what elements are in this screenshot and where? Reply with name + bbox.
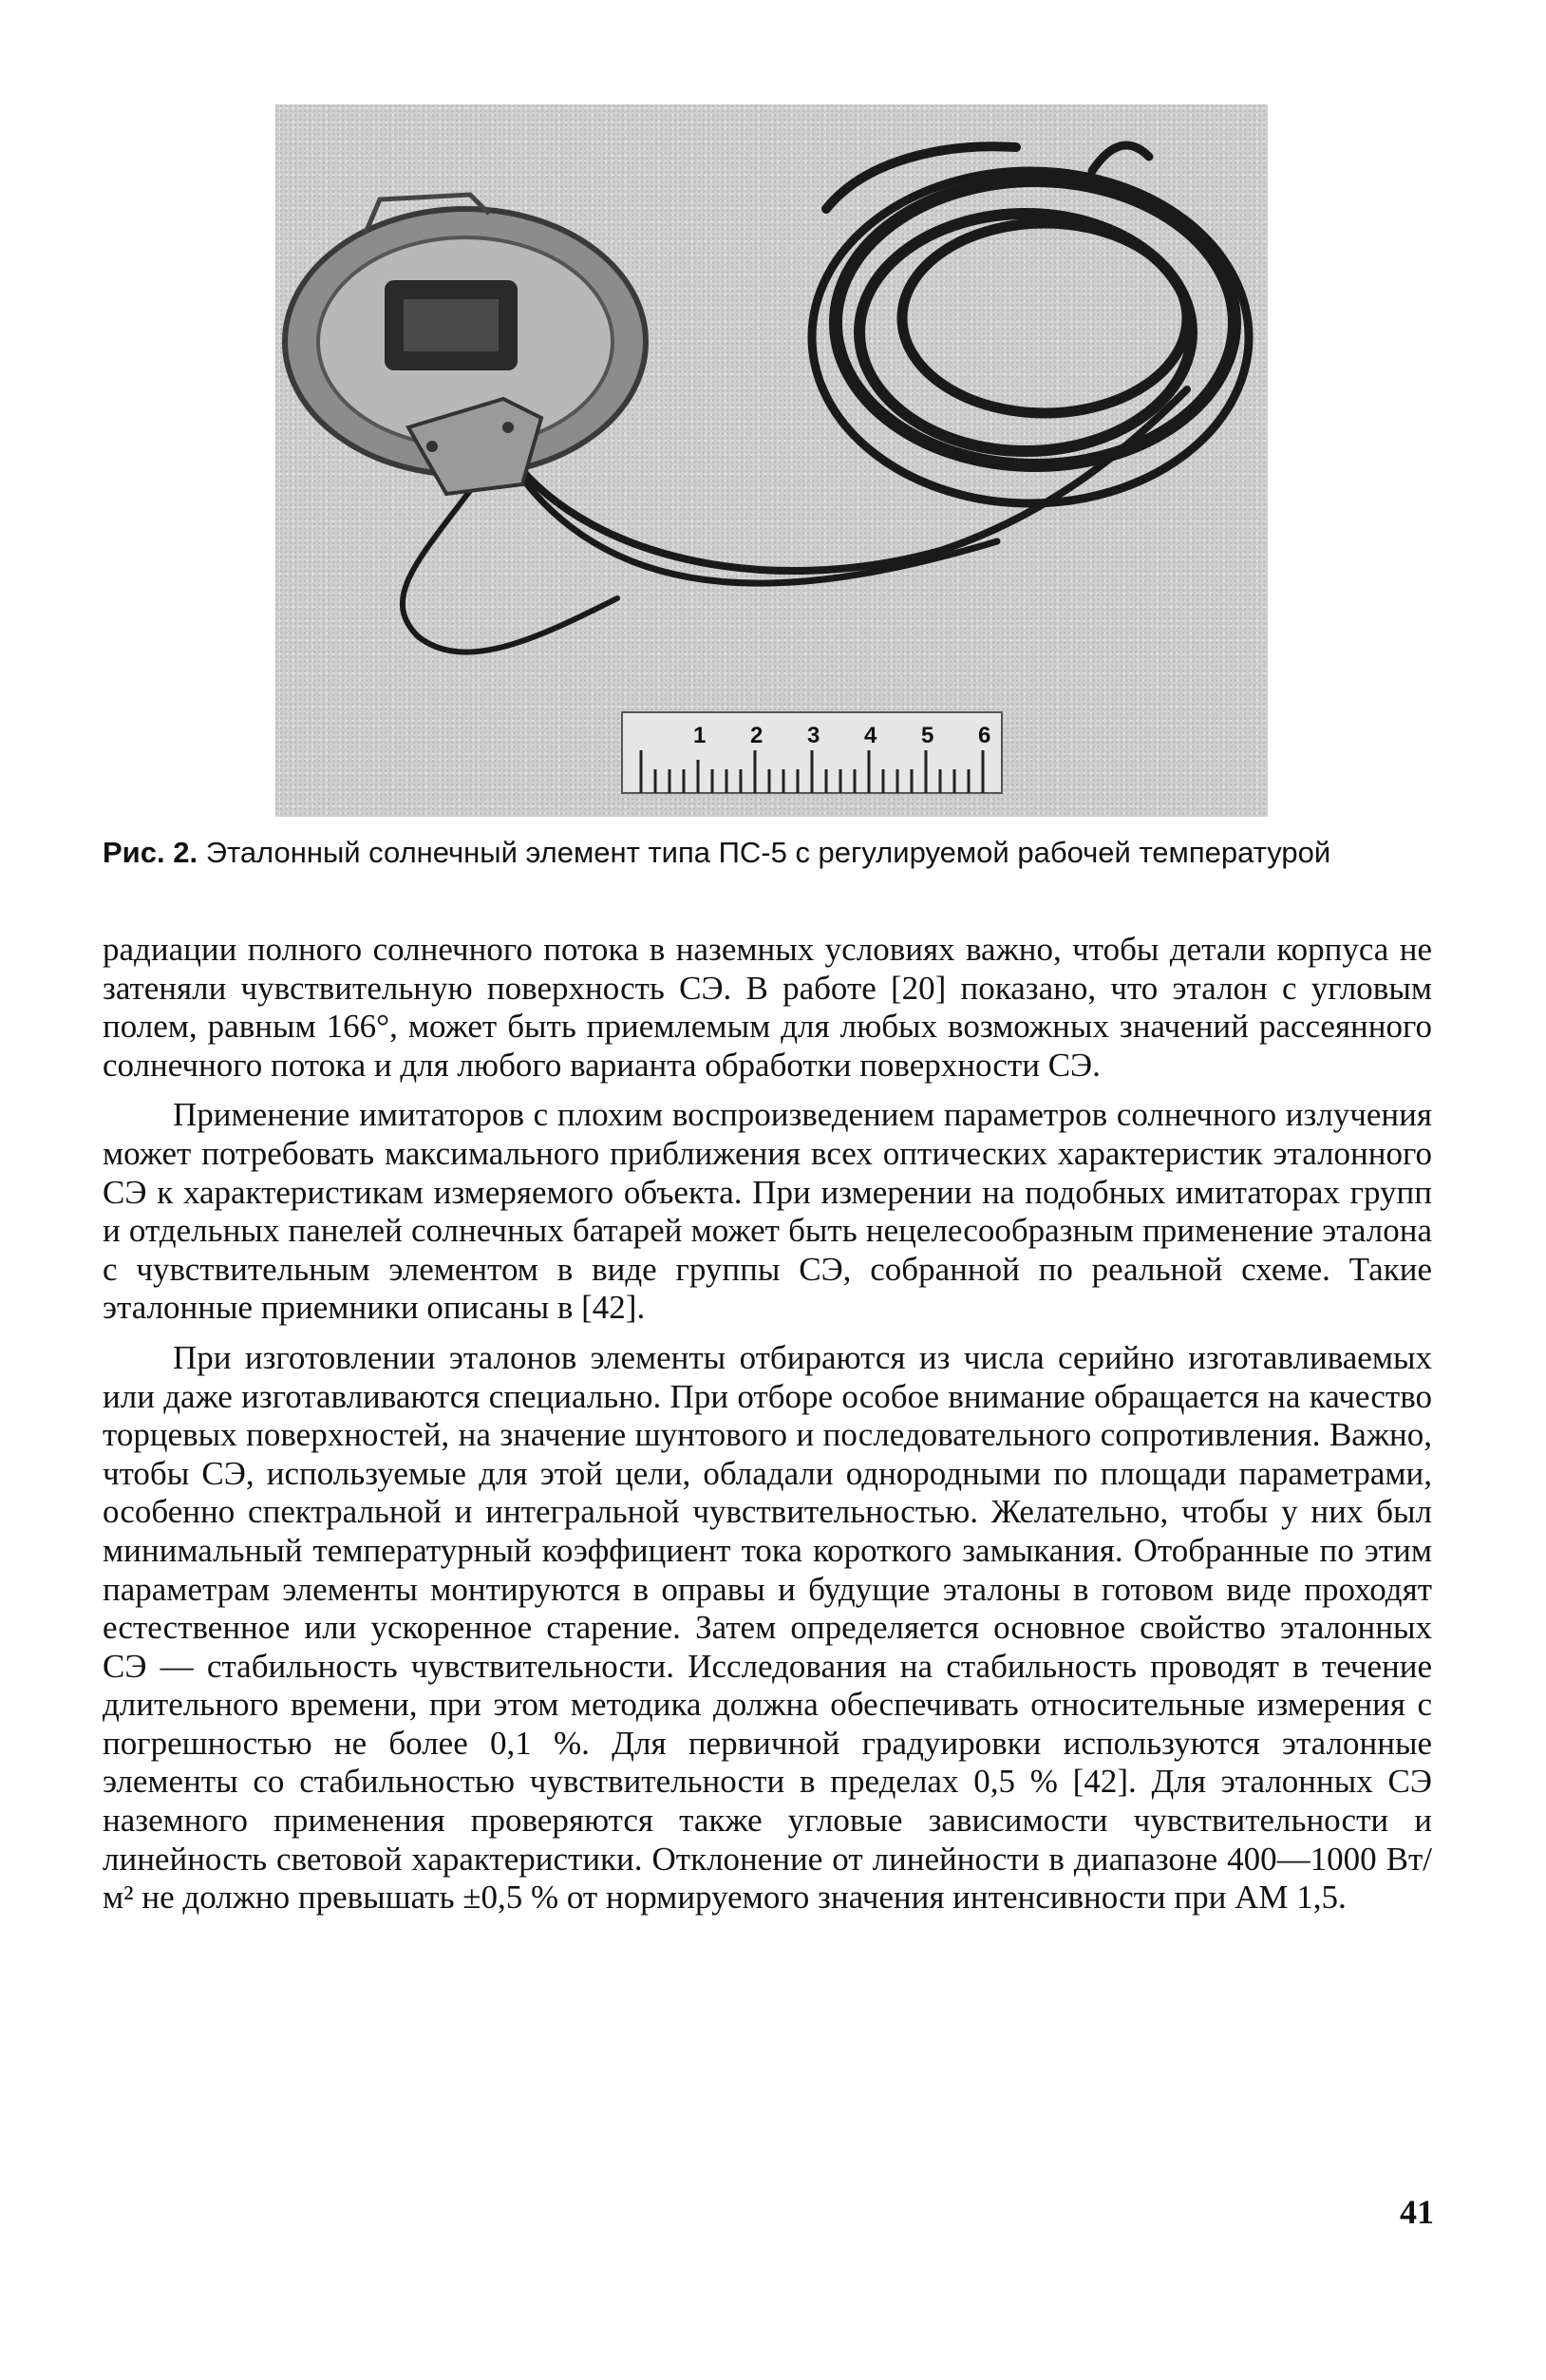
ruler-mark-6: 6 <box>978 723 991 748</box>
body-text <box>103 931 1432 1929</box>
ruler-mark-1: 1 <box>693 723 707 748</box>
paragraph-1: радиации полного солнечного потока в наземных условиях важно, чтобы детали корпуса не затеняли чувствительную поверхность СЭ. В работе [20] показано, что эталон с угловым полем, равным 166°, может быть приемлемым для любых возможных значений рассеянного солнечного потока и для любого варианта обработки поверхности СЭ. <box>103 931 1432 1084</box>
caption-label: Рис. 2. <box>103 836 198 869</box>
caption-text: Эталонный солнечный элемент типа ПС-5 с регулируемой рабочей температурой <box>205 836 1331 869</box>
ruler-mark-4: 4 <box>864 723 877 748</box>
paragraph-2: Применение имитаторов с плохим воспроизведением параметров солнечного излучения может потребовать максимального приближения всех оптических характеристик эталонного СЭ к характеристикам измеряемого объекта. При измерении на подобных имитаторах групп и отдельных панелей солнечных батарей может быть нецелесообразным применение эталона с чувствительным элементом в виде группы СЭ, собранной по реальной схеме. Такие эталонные приемники описаны в [42]. <box>103 1096 1432 1327</box>
ruler-mark-2: 2 <box>750 723 764 748</box>
ruler-mark-3: 3 <box>807 723 820 748</box>
ruler-mark-5: 5 <box>921 723 934 748</box>
figure-caption <box>103 834 1432 872</box>
photo-figure <box>275 104 1268 817</box>
paragraph-3: При изготовлении эталонов элементы отбираются из числа серийно изготавливаемых или даже изготавливаются специально. При отборе особое внимание обращается на качество торцевых поверхностей, на значение шунтового и последовательного сопротивления. Важно, чтобы СЭ, используемые для этой цели, обладали однородными по площади параметрами, особенно спектральной и интегральной чувствительностью. Желательно, чтобы у них был минимальный температурный коэффициент тока короткого замыкания. Отобранные по этим параметрам элементы монтируются в оправы и будущие эталоны в готовом виде проходят естественное или ускоренное старение. Затем определяется основное свойство эталонных СЭ — стабильность чувствительности. Исследования на стабильность проводят в течение длительного времени, при этом методика должна обеспечивать относительные измерения с погрешностью не более 0,1 %. Для первичной градуировки используются эталонные элементы со стабильностью чувствительности в пределах 0,5 % [42]. Для эталонных СЭ наземного применения проверяются также угловые зависимости чувствительности и линейность световой характеристики. Отклонение от линейности в диапазоне 400—1000 Вт/м² не должно превышать ±0,5 % от нормируемого значения интенсивности при АМ 1,5. <box>103 1338 1432 1917</box>
page-number: 41 <box>1400 2193 1434 2231</box>
solar-cell-photo <box>275 104 1268 817</box>
